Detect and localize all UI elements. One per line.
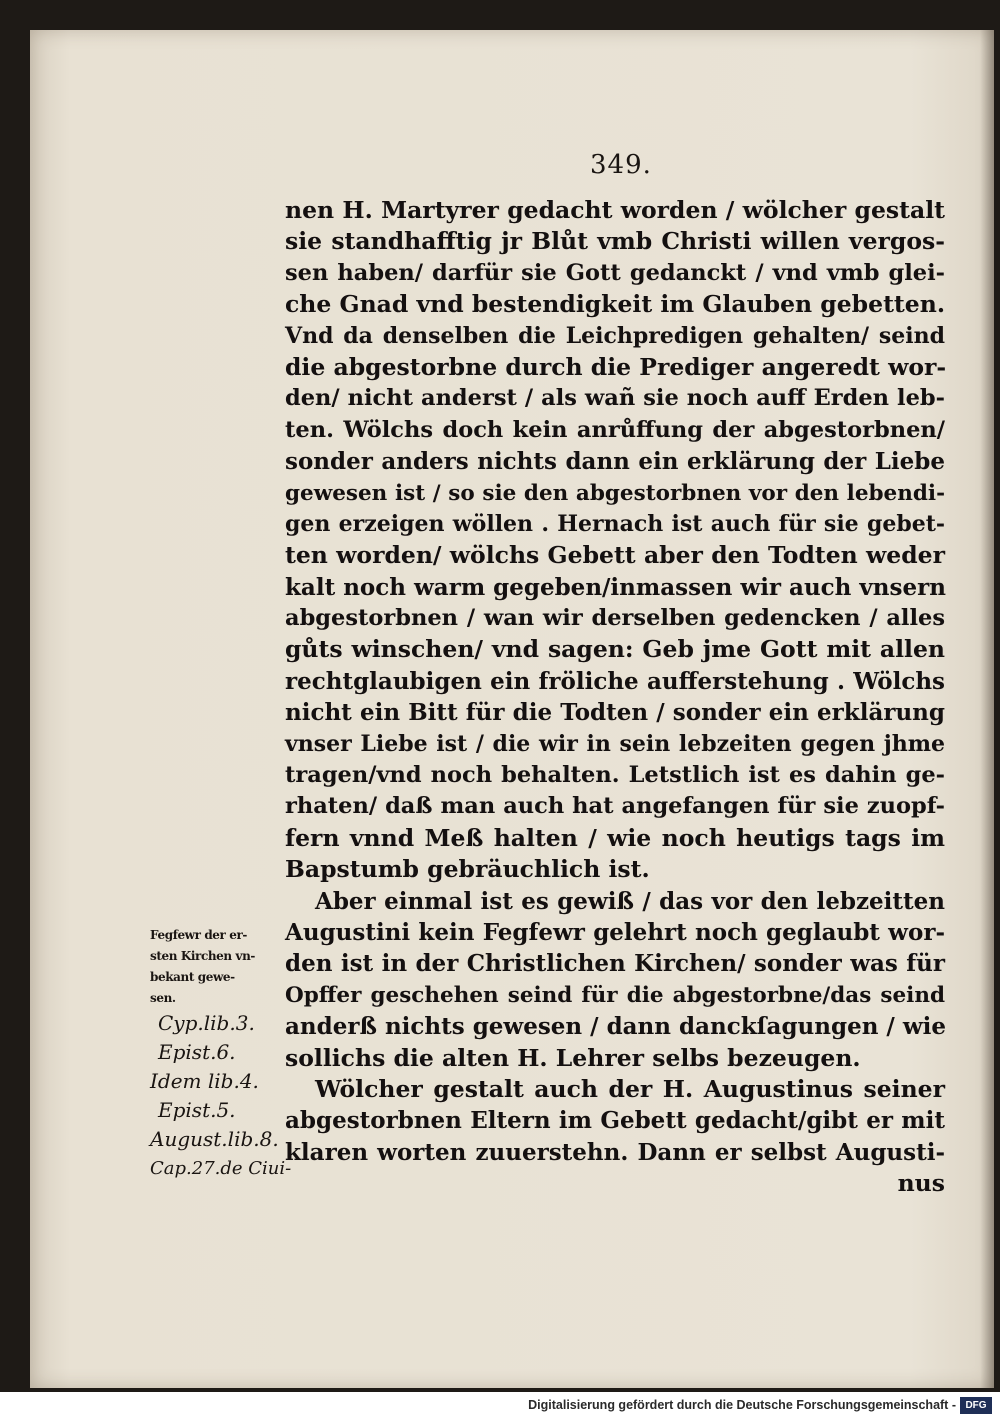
margin-reference: Idem lib.4. — [150, 1069, 259, 1093]
text-line: abgestorbnen Eltern im Gebett gedacht/gibt er mit — [285, 1107, 945, 1135]
text-line: gůts winschen/ vnd sagen: Geb jme Gott mit allen — [285, 635, 945, 664]
text-line: tragen/vnd noch behalten. Letstlich ist es dahin ge- — [285, 762, 945, 789]
text-line: den/ nicht anderst / als wañ sie noch auff Erden leb- — [285, 385, 945, 412]
text-line: sollichs die alten H. Lehrer selbs bezeugen. — [285, 1043, 861, 1072]
dfg-logo: DFG — [960, 1397, 992, 1414]
text-line: ten worden/ wölchs Gebett aber den Todten weder — [285, 541, 945, 570]
main-text-block — [285, 195, 945, 1200]
text-line: Bapstumb gebräuchlich ist. — [285, 855, 650, 884]
text-line: anderß nichts gewesen / dann danckſagungen / wie — [285, 1013, 947, 1041]
text-line: ten. Wölchs doch kein anrůffung der abgestorbnen/ — [285, 416, 945, 443]
text-line: vnser Liebe ist / die wir in sein lebzeiten gegen jhme — [285, 730, 945, 757]
margin-reference: Epist.5. — [158, 1098, 236, 1122]
text-line: Augustini kein Fegfewr gelehrt noch geglaubt wor- — [285, 918, 945, 946]
footer-bar — [0, 1392, 1000, 1423]
text-line: klaren worten zuuerstehn. Dann er selbst Augusti- — [285, 1138, 945, 1166]
text-line: che Gnad vnd bestendigkeit im Glauben gebetten. — [285, 290, 945, 319]
text-line: Wölcher gestalt auch der H. Augustinus seiner — [315, 1074, 945, 1103]
text-line: nen H. Martyrer gedacht worden / wölcher gestalt — [285, 196, 945, 224]
text-line: die abgestorbne durch die Prediger angeredt wor- — [285, 352, 947, 381]
margin-reference: Epist.6. — [158, 1040, 236, 1064]
text-line: gen erzeigen wöllen . Hernach ist auch für sie gebet- — [285, 510, 945, 537]
margin-note-line: bekant gewe- — [150, 970, 235, 984]
margin-reference: August.lib.8. — [150, 1127, 279, 1151]
catchword: nus — [897, 1169, 945, 1198]
text-line: Opffer geschehen seind für die abgestorbne/das seind — [285, 982, 945, 1008]
margin-note-line: Fegfewr der er- — [150, 928, 247, 942]
margin-reference: Cap.27.de Ciui- — [150, 1158, 292, 1179]
text-line: Aber einmal ist es gewiß / das vor den lebzeitten — [315, 887, 945, 915]
text-line: gewesen ist / so sie den abgestorbnen vor den lebendi- — [285, 480, 945, 506]
spine-shadow — [980, 30, 994, 1388]
text-line: fern vnnd Meß halten / wie noch heutigs tags im — [285, 823, 945, 852]
margin-reference: Cyp.lib.3. — [158, 1011, 255, 1035]
text-line: sonder anders nichts dann ein erklärung der Liebe — [285, 448, 945, 476]
margin-note-line: sen. — [150, 991, 176, 1005]
text-line: rhaten/ daß man auch hat angefangen für sie zuopf- — [285, 793, 945, 820]
text-line: nicht ein Bitt für die Todten / sonder ein erklärung — [285, 699, 945, 727]
text-line: sie standhafftig jr Blůt vmb Christi willen vergos- — [285, 227, 945, 256]
funding-credit: Digitalisierung gefördert durch die Deutsche Forschungsgemeinschaft - — [528, 1398, 956, 1412]
page-number: 349. — [590, 150, 652, 180]
margin-note-line: sten Kirchen vn- — [150, 949, 255, 963]
text-line: abgestorbnen / wan wir derselben gedencken / alles — [285, 605, 945, 632]
text-line: Vnd da denselben die Leichpredigen gehalten/ seind — [285, 322, 945, 349]
text-line: den ist in der Christlichen Kirchen/ sonder was für — [285, 950, 945, 978]
text-line: sen haben/ darfür sie Gott gedanckt / vnd vmb glei- — [285, 259, 945, 286]
text-line: kalt noch warm gegeben/inmassen wir auch vnsern — [285, 573, 946, 601]
margin-notes — [150, 925, 290, 1183]
text-line: rechtglaubigen ein fröliche aufferstehung . Wölchs — [285, 667, 945, 695]
